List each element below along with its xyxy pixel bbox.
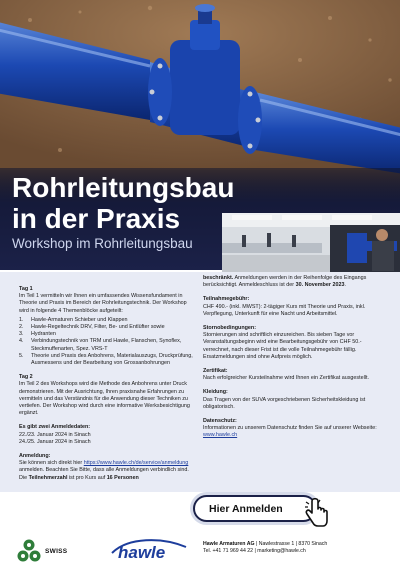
intro-text <box>203 275 383 289</box>
list-item <box>19 324 197 331</box>
list-number: 5. <box>19 352 24 359</box>
date-2: 24./25. Januar 2024 in Sinach <box>19 438 91 445</box>
anmeldung-bold: Teilnehmerzahl <box>28 474 68 481</box>
datenschutz-heading: Datenschutz: <box>203 418 237 425</box>
intro-body: Anmeldungen werden in der Reihenfolge des Eingangs berücksichtigt. Anmeldeschluss ist der <box>203 275 367 289</box>
company-name: Hawle Armaturen AG <box>203 541 255 547</box>
tag1-heading: Tag 1 <box>19 286 33 292</box>
hawle-logo-text: hawle <box>118 543 166 561</box>
list-item <box>19 338 197 352</box>
title-line-2: in der Praxis <box>12 203 181 234</box>
anmeldung-mid2: ist pro Kurs auf <box>67 474 107 481</box>
workshop-photo <box>222 213 400 275</box>
datenschutz-body: Informationen zu unserem Datenschutz finden Sie auf unserer Webseite: <box>203 425 377 432</box>
tag2-heading: Tag 2 <box>19 374 33 381</box>
list-text: Theorie und Praxis des Anbohrens, Materialauszugs, Druckprüfung, Ausmessens und der Bearbeitung von Grossanbohrungen <box>31 352 193 367</box>
website-link[interactable]: www.hawle.ch <box>203 432 238 439</box>
date-1: 22./23. Januar 2024 in Sinach <box>19 431 91 438</box>
title-line-1: Rohrleitungsbau <box>12 172 235 203</box>
fee-text: CHF 490.- (inkl. MWST): 2-tägiger Kurs mit Theorie und Praxis, inkl. Verpflegung, Unterkunft für eine Nacht und Arbeitsmittel. <box>203 303 366 317</box>
tag1-text: Im Teil 1 vermitteln wir Ihnen ein umfassendes Wissensfundament in Theorie und Praxis im Bereich der Rohrleitungstechnik. Der Workshop wird in folgende 4 Themenblöcke aufgeteilt: <box>19 293 187 314</box>
dates-heading: Es gibt zwei Anmeldedaten: <box>19 424 91 431</box>
list-item <box>19 317 197 324</box>
zertifikat-text: Nach erfolgreicher Kursteilnahme wird Ihnen ein Zertifikat ausgestellt. <box>203 375 369 382</box>
list-text: Verbindungstechnik von TRM und Hawle, Flanschen, Synoflex, Steckmuffenarten, Spez. VRS-T <box>31 338 182 352</box>
register-button-label: Hier Anmelden <box>209 502 283 515</box>
anmeldung-mid: anmelden. Beachten Sie Bitte, dass alle Anmeldungen verbindlich sind. Die <box>19 467 189 481</box>
storno-heading: Stornobedingungen: <box>203 325 256 332</box>
fee-heading: Teilnahmegebühr: <box>203 296 250 303</box>
list-text: Hawle-Armaturen Schieber und Klappen <box>31 316 128 323</box>
anmeldung-pre: Sie können sich direkt hier <box>19 460 84 467</box>
kleidung-heading: Kleidung: <box>203 389 228 396</box>
kleidung-text: Das Tragen von der SUVA vorgeschriebenen Sicherheitskleidung ist obligatorisch. <box>203 396 366 410</box>
list-item <box>19 353 197 367</box>
swiss-label: SWISS <box>45 548 68 555</box>
register-button[interactable] <box>193 495 317 522</box>
list-number: 1. <box>19 316 24 323</box>
zertifikat-heading: Zertifikat: <box>203 368 228 375</box>
topic-list <box>19 317 197 367</box>
list-number: 3. <box>19 331 24 338</box>
trm-logo-icon <box>16 539 42 565</box>
list-text: Hydranten <box>31 331 56 338</box>
hawle-logo-icon <box>110 539 190 561</box>
tag2-text: Im Teil 2 des Workshops wird die Methode des Anbohrens unter Druck demonstrieren. Mit der Ausrichtung, Ihren praxisnahe Erfahrungen zu vermitteln und das Verständnis für die Anwendung dieser Techniken zu vertiefen. Der Workshop wird durch eine informative Werksbesichtigung ergänzt. <box>19 381 190 417</box>
page-title <box>12 172 234 234</box>
right-column <box>203 275 383 440</box>
datenschutz-text <box>203 425 383 439</box>
left-column <box>19 286 197 482</box>
pointer-hand-icon <box>303 498 329 528</box>
anmeldung-bold2: 16 Personen <box>106 474 139 481</box>
company-contact: Tel. +41 71 969 44 22 | marketing@hawle.ch <box>203 548 306 555</box>
list-number: 4. <box>19 338 24 345</box>
intro-bold: beschränkt. <box>203 275 234 281</box>
storno-text: Stornierungen sind schriftlich einzureichen. Bis sieben Tage vor Veranstaltungsbeginn wird eine Bearbeitungsgebühr von CHF 50.- verrechnet, nach dieser Frist ist die volle Teilnahmegebühr fällig. Ersatzmeldungen sind ohne Aufpreis möglich. <box>203 332 362 360</box>
intro-end: . <box>344 282 346 289</box>
company-street: | Nawlestrasse 1 | 8370 Sinach <box>254 541 328 547</box>
list-number: 2. <box>19 324 24 331</box>
deadline-date: 30. November 2023 <box>295 282 345 289</box>
anmeldung-heading: Anmeldung: <box>19 453 51 460</box>
list-item <box>19 331 197 338</box>
registration-link[interactable]: https://www.hawle.ch/de/service/anmeldung <box>83 460 189 467</box>
list-text: Hawle-Regeltechnik DRV, Filter, Be- und Entlüfter sowie <box>31 324 165 331</box>
content-box <box>0 272 400 492</box>
page-subtitle: Workshop im Rohrleitungsbau <box>12 236 193 251</box>
anmeldung-text <box>19 460 197 482</box>
company-address <box>203 541 393 556</box>
